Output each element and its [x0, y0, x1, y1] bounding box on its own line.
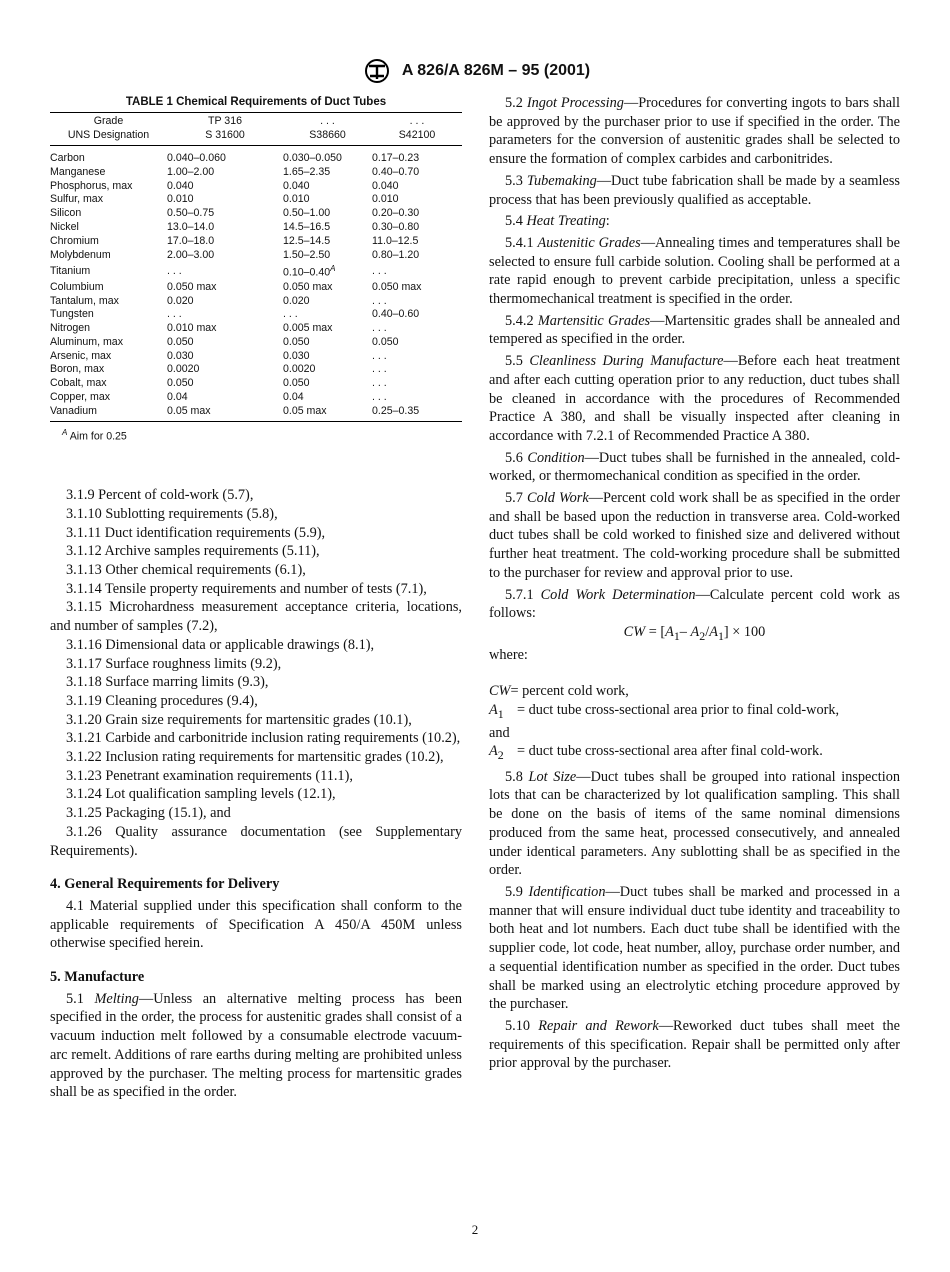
para-number: 5.3 — [505, 172, 523, 189]
table-cell: 0.050 max — [372, 280, 422, 293]
table-cell: Nickel — [50, 220, 79, 233]
para-number: 5.4 — [505, 213, 523, 230]
table-cell: . . . — [167, 264, 182, 277]
list-item: 3.1.19 Cleaning procedures (9.4), — [66, 692, 258, 709]
para-title: Martensitic Grades — [537, 312, 651, 329]
def-text: = percent cold work, — [510, 683, 629, 700]
variable-definitions — [489, 682, 900, 765]
list-item: 3.1.15 Microhardness measurement acceptance criteria, locations, and number of samples (7.2), — [50, 599, 462, 635]
table-cell: 0.17–0.23 — [372, 152, 420, 164]
table-body — [50, 146, 462, 422]
section-heading: 5. Manufacture — [50, 969, 145, 986]
header-cell: . . . — [283, 113, 372, 129]
footnote-mark: A — [62, 427, 68, 437]
table-cell: Copper, max — [50, 391, 111, 404]
paragraph-5-2 — [489, 94, 900, 169]
section-heading: 4. General Requirements for Delivery — [50, 876, 280, 893]
para-text: : — [605, 213, 610, 230]
table-cell: . . . — [372, 391, 387, 404]
para-number: 5.1 — [66, 990, 84, 1007]
table-row — [50, 322, 462, 336]
para-number: 5.6 — [505, 449, 523, 466]
table-row — [50, 146, 462, 166]
list-item: 3.1.10 Sublotting requirements (5.8), — [66, 505, 278, 522]
paragraph-5-7-1 — [489, 586, 900, 623]
table-row — [50, 235, 462, 249]
table-cell: 0.050 — [283, 335, 310, 348]
para-text: —Duct tubes shall be marked and processed in a manner that will ensure individual duct tube identity and traceability to both heat and lot numbers. Each duct tube shall be identified with the supplier code, lot code, heat number, alloy, purchase order number, and a sequential identification number as specified in the order. Duct tubes shall be marked using an electrolytic etching procedure approved by the purchaser. — [489, 884, 900, 1013]
list-item: 3.1.11 Duct identification requirements (5.9), — [66, 524, 326, 541]
formula-part: – — [679, 623, 691, 640]
cold-work-formula — [489, 623, 900, 646]
table-cell: 0.010 — [372, 193, 399, 206]
para-text: —Unless an alternative melting process has been specified in the order, the process for austenitic grades shall consist of a vacuum induction melt followed by a consumable electrode vacuum-arc remelt. Additions of rare earths during melting are prohibited unless approved by the purchaser. The melting process for martensitic grades shall be as specified in the order. — [50, 990, 462, 1101]
header-cell: TP 316 — [167, 113, 283, 129]
table-cell: Boron, max — [50, 363, 105, 376]
table-cell: 0.04 — [167, 391, 188, 404]
paragraph-5-5 — [489, 352, 900, 446]
table-title: TABLE 1 Chemical Requirements of Duct Tubes — [125, 96, 387, 108]
list-item: 3.1.20 Grain size requirements for martensitic grades (10.1), — [66, 711, 412, 728]
section-5 — [50, 968, 462, 1102]
para-title: Cold Work — [527, 490, 589, 507]
table-cell: 0.050 max — [167, 280, 217, 293]
para-title: Tubemaking — [526, 172, 597, 189]
para-title: Melting — [94, 990, 139, 1007]
list-item: 3.1.22 Inclusion rating requirements for martensitic grades (10.2), — [66, 749, 444, 766]
para-number: 5.5 — [505, 353, 523, 370]
table-row — [50, 221, 462, 235]
table-row — [50, 405, 462, 421]
table-cell: Tantalum, max — [50, 294, 119, 307]
table-row — [50, 166, 462, 180]
para-number: 5.2 — [505, 95, 523, 111]
table-header-row — [50, 129, 462, 146]
para-title: Cold Work Determination — [540, 586, 696, 603]
table-cell: 1.65–2.35 — [283, 165, 331, 178]
para-title: Lot Size — [528, 768, 577, 785]
def-symbol — [489, 742, 517, 765]
table-cell: 0.030 — [283, 349, 310, 362]
table-cell: 0.50–1.00 — [283, 207, 331, 220]
table-cell: 0.040 — [167, 179, 194, 192]
def-text: = duct tube cross-sectional area after final cold-work. — [517, 743, 823, 760]
formula-part: 1 — [497, 706, 504, 721]
paragraph-4-1: 4.1 Material supplied under this specification shall conform to the applicable requirements of Specification A 450/A 450M unless otherwise specified herein. — [50, 897, 462, 952]
list-item: 3.1.25 Packaging (15.1), and — [66, 805, 231, 822]
formula-part: A — [489, 743, 498, 760]
table-cell: 0.05 max — [283, 405, 372, 421]
header-cell: Grade — [50, 113, 167, 129]
header-cell: . . . — [372, 113, 462, 129]
table-row — [50, 350, 462, 364]
paragraph-5-6 — [489, 449, 900, 486]
para-number: 5.4.2 — [505, 312, 534, 329]
table-row — [50, 295, 462, 309]
paragraph-5-8 — [489, 768, 900, 880]
def-text: = duct tube cross-sectional area prior to final cold-work, — [517, 701, 840, 718]
table-row — [50, 262, 462, 280]
header-cell: UNS Designation — [50, 129, 167, 146]
list-item: 3.1.26 Quality assurance documentation (see Supplementary Requirements). — [50, 823, 462, 859]
table-cell: 0.04 — [283, 391, 304, 404]
para-text: —Percent cold work shall be as specified in the order and shall be based upon the reduction in transverse area. Cold-worked duct tubes shall be cold worked to finished size and delivered without further heat treatment. The cold-working procedure shall be submitted to the purchaser for review and approval prior to use. — [489, 490, 901, 581]
def-symbol — [489, 701, 517, 724]
table-cell: 0.050 max — [283, 280, 333, 293]
para-text: —Duct tubes shall be furnished in the annealed, cold-worked, or thermomechanical condition as specified in the order. — [489, 449, 900, 485]
table-cell: . . . — [372, 363, 387, 376]
list-item: 3.1.16 Dimensional data or applicable drawings (8.1), — [66, 636, 375, 653]
left-column — [50, 94, 462, 1102]
table-row — [50, 363, 462, 377]
formula-part: 1 — [673, 628, 680, 643]
table-cell: Vanadium — [50, 405, 167, 421]
definition-row — [489, 742, 900, 765]
table-cell: Molybdenum — [50, 248, 111, 261]
table-cell: Chromium — [50, 234, 99, 247]
table-cell: Sulfur, max — [50, 193, 103, 206]
definition-and: and — [489, 724, 510, 741]
table-cell: 1.50–2.50 — [283, 248, 331, 261]
table-cell: 0.40–0.70 — [372, 165, 420, 178]
table-cell: Carbon — [50, 152, 85, 164]
where-label: where: — [489, 646, 528, 663]
def-symbol: CW — [489, 683, 511, 700]
table-cell: 0.050 — [372, 335, 399, 348]
right-column — [489, 94, 900, 1073]
para-number: 5.8 — [505, 768, 523, 785]
para-text: —Duct tube fabrication shall be made by a seamless process that has been previously qualified as acceptable. — [489, 172, 900, 208]
table-footnote — [50, 428, 462, 443]
document-title: A 826/A 826M – 95 (2001) — [401, 62, 591, 79]
para-text: —Before each heat treatment and after each cutting operation prior to any reduction, duct tubes shall be cleaned in accordance with the procedures of Recommended Practice A 380, and shall be visually inspected after cleaning in accordance with 7.2.1 of Recommended Practice A 380. — [489, 353, 900, 444]
formula-part: = [ — [645, 623, 666, 640]
formula-part: A — [709, 623, 718, 640]
table-cell: 0.80–1.20 — [372, 248, 420, 261]
table-cell: 12.5–14.5 — [283, 234, 331, 247]
para-text: —Duct tubes shall be grouped into rational inspection lots that can be characterized by lot qualification sampling. This shall be done on the basis of items of the same nominal dimensions produced from the same heat, processed consecutively, and annealed under identical parameters. Any sublotting shall be as specified in the order. — [489, 768, 900, 879]
table-cell: 0.30–0.80 — [372, 220, 420, 233]
table-cell: 0.050 — [167, 335, 194, 348]
para-text: —Reworked duct tubes shall meet the requirements of this specification. Repair shall be permitted only after prior approval by the purchaser. — [489, 1017, 900, 1072]
para-title: Heat Treating — [526, 213, 606, 230]
para-title: Ingot Processing — [526, 95, 624, 111]
list-item: 3.1.9 Percent of cold-work (5.7), — [66, 487, 254, 504]
paragraph-5-4-1 — [489, 234, 900, 309]
requirements-list — [50, 486, 462, 860]
paragraph-5-10 — [489, 1017, 900, 1073]
table-cell: 0.010 — [167, 193, 194, 206]
paragraph-5-3 — [489, 172, 900, 209]
table-row — [50, 180, 462, 194]
para-title: Repair and Rework — [538, 1017, 659, 1034]
paragraph-5-1 — [50, 990, 462, 1102]
chemical-requirements-table — [50, 112, 462, 422]
formula-part: CW — [623, 623, 646, 640]
table-cell: 0.50–0.75 — [167, 207, 215, 220]
formula-part: 2 — [699, 628, 706, 643]
table-cell: . . . — [372, 377, 387, 390]
table-cell: 0.030–0.050 — [283, 152, 342, 164]
table-row — [50, 193, 462, 207]
table-cell: . . . — [283, 308, 298, 321]
table-cell: 0.0020 — [283, 363, 316, 376]
formula-part: ] × 100 — [723, 623, 766, 640]
para-text: —Martensitic grades shall be annealed and tempered as specified in the order. — [489, 312, 900, 348]
list-item: 3.1.14 Tensile property requirements and number of tests (7.1), — [66, 580, 427, 597]
definition-row — [489, 701, 900, 724]
table-cell: Tungsten — [50, 308, 94, 321]
table-row — [50, 391, 462, 405]
table-cell: 0.20–0.30 — [372, 207, 420, 220]
table-cell: 0.040–0.060 — [167, 152, 226, 164]
table-cell: . . . — [372, 264, 387, 277]
table-cell: 11.0–12.5 — [372, 234, 419, 247]
table-row — [50, 249, 462, 263]
table-cell: Nitrogen — [50, 322, 91, 335]
paragraph-5-7 — [489, 489, 900, 583]
table-cell: 0.030 — [167, 349, 194, 362]
formula-part: A — [690, 623, 700, 640]
page-header — [0, 58, 950, 84]
table-cell: Aluminum, max — [50, 335, 123, 348]
para-text: —Annealing times and temperatures shall be selected to ensure full carbide solution. Cooling shall be performed at a rate rapid enough to prevent carbide precipitation, unless a specific thermomechanical treatment is specified in the order. — [489, 234, 901, 308]
footnote-ref: A — [330, 264, 336, 274]
formula-part: / — [705, 623, 710, 640]
table-row — [50, 207, 462, 221]
table-cell: . . . — [167, 308, 182, 321]
list-item: 3.1.17 Surface roughness limits (9.2), — [66, 655, 282, 672]
table-cell: 0.050 — [167, 377, 194, 390]
table-cell: 0.0020 — [167, 363, 200, 376]
table-cell: Manganese — [50, 165, 106, 178]
para-number: 5.9 — [505, 884, 523, 900]
para-text: —Procedures for converting ingots to bars shall be approved by the purchaser prior to use if specified in the order. The parameters for the conversion of austenitic grades shall be selected to ensure the formation of complex carbides and carbonitrides. — [489, 95, 900, 168]
paragraph-5-9 — [489, 883, 900, 1014]
para-number: 5.7.1 — [505, 586, 534, 603]
table-cell: Arsenic, max — [50, 349, 112, 362]
table-cell: 14.5–16.5 — [283, 220, 331, 233]
table-cell: 2.00–3.00 — [167, 248, 215, 261]
table-cell: Cobalt, max — [50, 377, 107, 390]
list-item: 3.1.21 Carbide and carbonitride inclusion rating requirements (10.2), — [66, 730, 461, 747]
para-number: 5.7 — [505, 490, 523, 507]
page-number: 2 — [471, 1222, 479, 1237]
table-cell: 0.25–0.35 — [372, 405, 462, 421]
table-cell: 13.0–14.0 — [167, 220, 215, 233]
list-item: 3.1.18 Surface marring limits (9.3), — [66, 674, 269, 691]
para-number: 5.10 — [505, 1017, 531, 1034]
paragraph-5-4-2 — [489, 312, 900, 349]
table-cell: 0.020 — [167, 294, 194, 307]
list-item: 3.1.23 Penetrant examination requirements (11.1), — [66, 767, 353, 784]
table-cell: 0.040 — [283, 179, 310, 192]
header-cell: S 31600 — [167, 129, 283, 146]
table-cell: 0.40–0.60 — [372, 308, 420, 321]
definition-row — [489, 682, 900, 701]
table-cell: Phosphorus, max — [50, 179, 133, 192]
formula-part: A — [489, 701, 498, 718]
table-cell: 17.0–18.0 — [167, 234, 215, 247]
table-row — [50, 377, 462, 391]
table-cell: 0.05 max — [167, 405, 283, 421]
table-cell: 0.050 — [283, 377, 310, 390]
formula-part: 1 — [717, 628, 724, 643]
list-item: 3.1.24 Lot qualification sampling levels (12.1), — [66, 786, 336, 803]
para-title: Condition — [527, 449, 585, 466]
paragraph-5-4 — [489, 212, 900, 231]
table-cell: 0.005 max — [283, 322, 333, 335]
table-cell: . . . — [372, 322, 387, 335]
formula-part: A — [665, 623, 674, 640]
para-title: Identification — [528, 884, 606, 900]
table-cell: 1.00–2.00 — [167, 165, 215, 178]
para-title: Austenitic Grades — [537, 234, 641, 251]
para-title: Cleanliness During Manufacture — [529, 353, 724, 370]
table-cell: 0.010 — [283, 193, 310, 206]
header-cell: S38660 — [283, 129, 372, 146]
table-cell: Titanium — [50, 264, 91, 277]
table-cell: . . . — [372, 349, 387, 362]
formula-part: 2 — [497, 748, 504, 763]
table-row — [50, 281, 462, 295]
table-header-row — [50, 113, 462, 129]
para-number: 5.4.1 — [505, 234, 534, 251]
header-cell: S42100 — [372, 129, 462, 146]
section-4 — [50, 875, 462, 953]
table-row — [50, 308, 462, 322]
para-text: —Calculate percent cold work as follows: — [489, 586, 900, 622]
table-cell: $0.10-0.40^A$ — [283, 264, 336, 279]
table-cell: Columbium — [50, 280, 104, 293]
list-item: 3.1.13 Other chemical requirements (6.1), — [66, 562, 306, 579]
table-cell: 0.020 — [283, 294, 310, 307]
table-cell: 0.040 — [372, 179, 399, 192]
table-row — [50, 336, 462, 350]
list-item: 3.1.12 Archive samples requirements (5.11), — [66, 543, 320, 560]
table-cell: 0.010 max — [167, 322, 217, 335]
table-cell: Silicon — [50, 207, 82, 220]
table-cell: . . . — [372, 294, 387, 307]
footnote-text: Aim for 0.25 — [69, 430, 127, 443]
astm-logo-icon — [360, 58, 394, 84]
